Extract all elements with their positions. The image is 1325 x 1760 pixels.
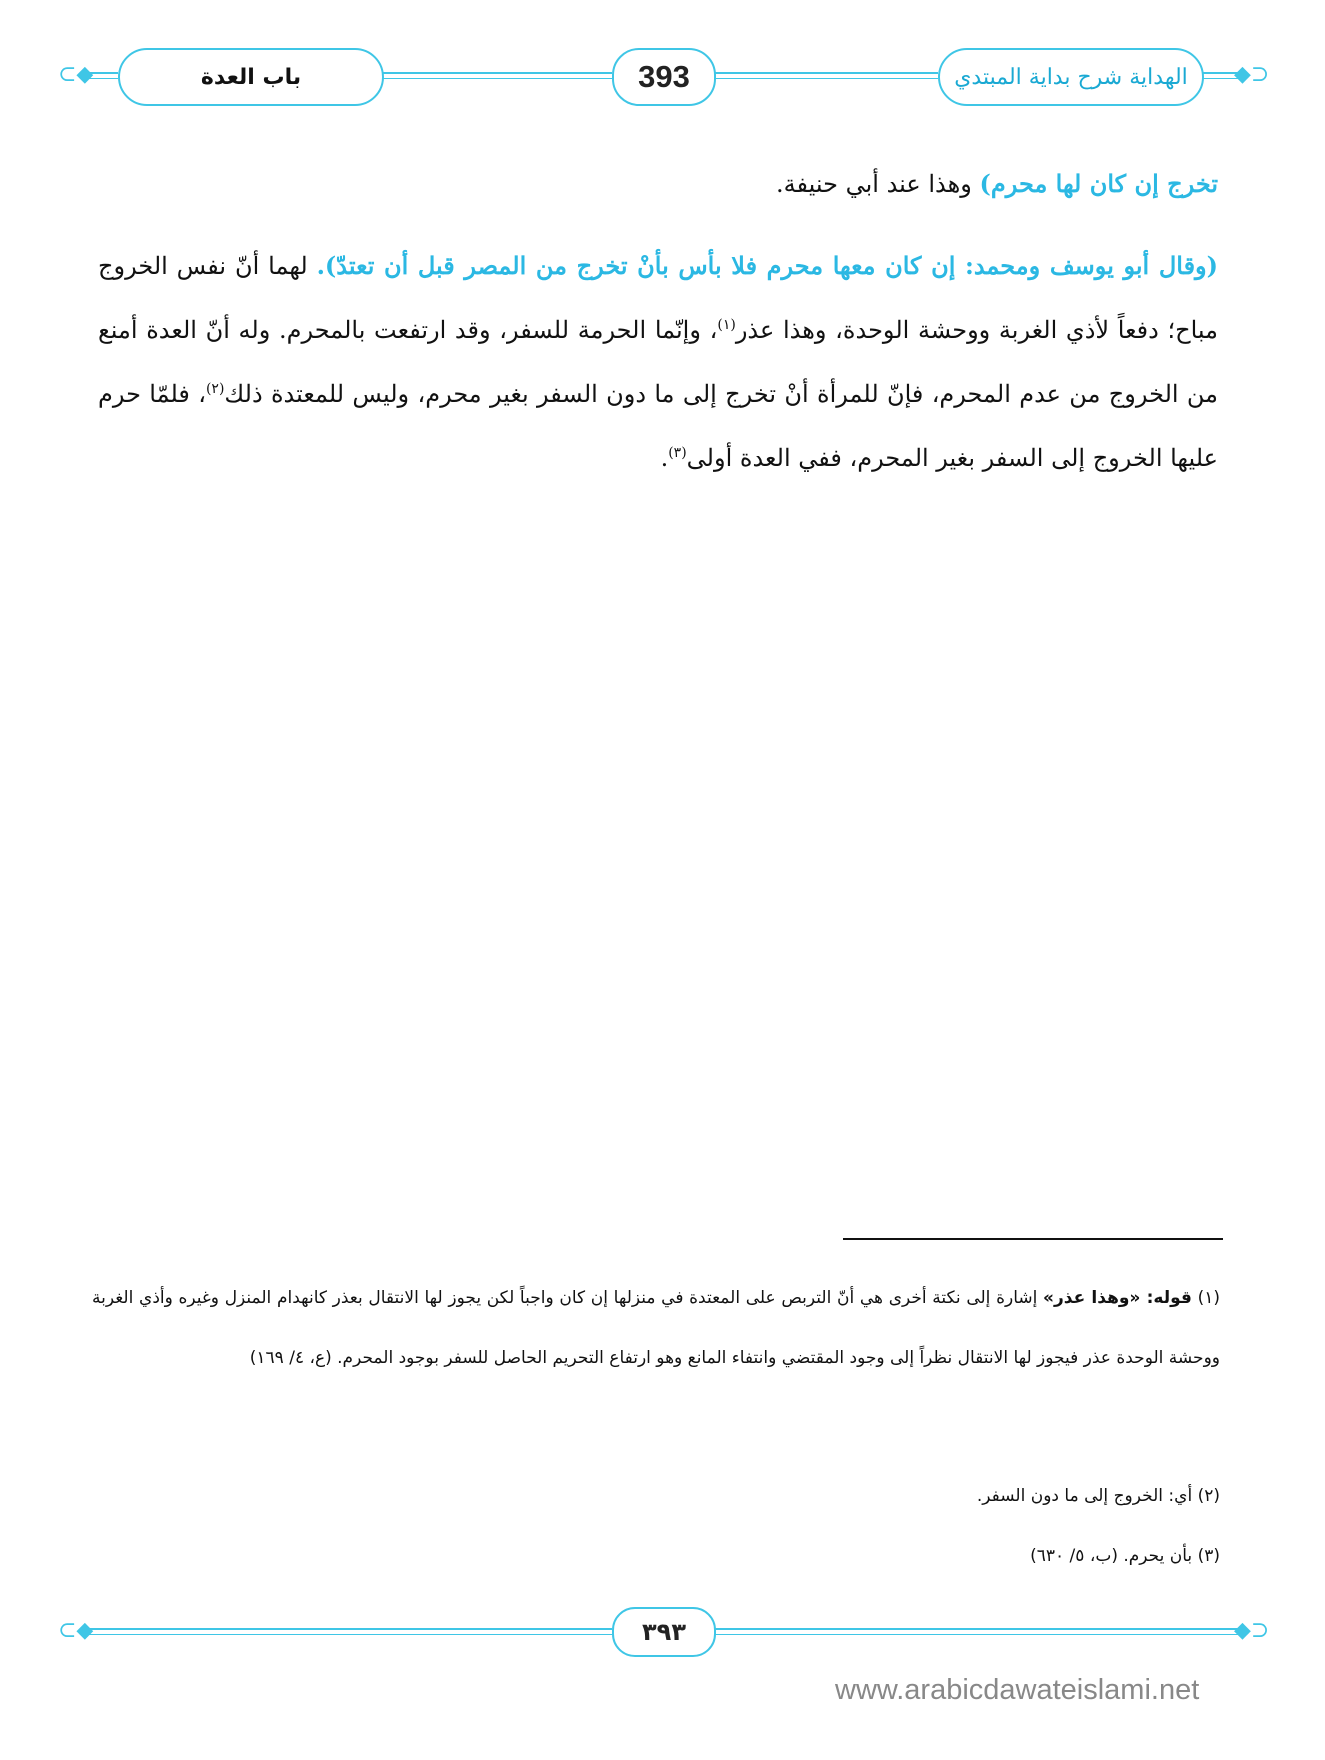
footer-page-number-box: [612, 1607, 716, 1657]
chapter-title-box: [118, 48, 384, 106]
footnote-1: [92, 1268, 1220, 1388]
footnote-1-number: (١): [1197, 1288, 1220, 1308]
footnote-3-text: بأن يحرم. (ب، ٥/ ٦٣٠): [1030, 1546, 1198, 1566]
header-rule: [380, 72, 612, 74]
footer-left-ornament-icon: ⊂◆: [58, 1618, 94, 1643]
header-rule: [380, 78, 612, 79]
footnote-ref-2: (٢): [205, 381, 225, 397]
paragraph-2-text-c: ، فلمّا حرم عليها الخروج إلى السفر بغير المحرم، ففي العدة أولى: [98, 380, 1218, 472]
footnote-2: [92, 1466, 1220, 1526]
footnote-2-number: (٢): [1197, 1486, 1220, 1506]
footnote-2-text: أي: الخروج إلى ما دون السفر.: [976, 1486, 1198, 1506]
page-number-box: [612, 48, 716, 106]
footer-right-ornament-icon: ◆⊃: [1234, 1618, 1270, 1643]
footnote-ref-3: (٣): [668, 445, 687, 461]
footer-page-number: ٣٩٣: [642, 1618, 686, 1646]
footnote-3: [92, 1526, 1220, 1586]
header-rule: [712, 72, 938, 74]
book-title: الهداية شرح بداية المبتدي: [954, 64, 1188, 90]
footer-rule: [712, 1628, 1238, 1630]
paragraph-1-highlight: تخرج إن كان لها محرم): [979, 169, 1218, 198]
header-rule: [1200, 72, 1238, 74]
book-title-box: [938, 48, 1204, 106]
paragraph-2-end: .: [660, 444, 669, 472]
footer-rule: [712, 1634, 1238, 1635]
footnote-3-number: (٣): [1197, 1546, 1220, 1566]
paragraph-2-text-a: لهما أنّ نفس الخروج مباح؛ دفعاً لأذي الغربة ووحشة الوحدة، وهذا عذر: [98, 252, 1219, 344]
header-rule: [88, 78, 118, 79]
footer-rule: [88, 1628, 612, 1630]
paragraph-2: [98, 234, 1218, 490]
paragraph-1-text: وهذا عند أبي حنيفة.: [776, 170, 980, 198]
paragraph-2-highlight: (وقال أبو يوسف ومحمد: إن كان معها محرم فلا بأس بأنْ تخرج من المصر قبل أن تعتدّ).: [316, 251, 1218, 280]
footnote-ref-1: (١): [717, 317, 736, 333]
header-left-ornament-icon: ⊂◆: [58, 62, 94, 87]
footnote-1-text: إشارة إلى نكتة أخرى هي أنّ التربص على المعتدة في منزلها إن كان واجباً لكن يجوز لها الانتقال بعذر كانهدام المنزل وغيره وأذي الغربة ووحشة الوحدة عذر فيجوز لها الانتقال نظراً إلى وجود المقتضي وانتفاء المانع وهو ارتفاع التحريم الحاصل للسفر بوجود المحرم. (ع، ٤/ ١٦٩): [92, 1288, 1220, 1368]
header-rule: [88, 72, 118, 74]
chapter-title: باب العدة: [200, 64, 302, 90]
paragraph-2-text-b: ، وإنّما الحرمة للسفر، وقد ارتفعت بالمحرم. وله أنّ العدة أمنع من الخروج من عدم المحرم، فإنّ للمرأة أنْ تخرج إلى ما دون السفر بغير محرم، وليس للمعتدة ذلك: [98, 316, 1219, 408]
footer-rule: [88, 1634, 612, 1635]
footnote-divider: [843, 1238, 1223, 1240]
header-right-ornament-icon: ◆⊃: [1234, 62, 1270, 87]
paragraph-1: [98, 152, 1218, 216]
footnote-1-label: قوله: «وهذا عذر»: [1043, 1288, 1192, 1308]
website-url[interactable]: www.arabicdawateislami.net: [835, 1674, 1200, 1706]
header-rule: [712, 78, 938, 79]
page-number: 393: [638, 59, 690, 94]
header-rule: [1200, 78, 1238, 79]
